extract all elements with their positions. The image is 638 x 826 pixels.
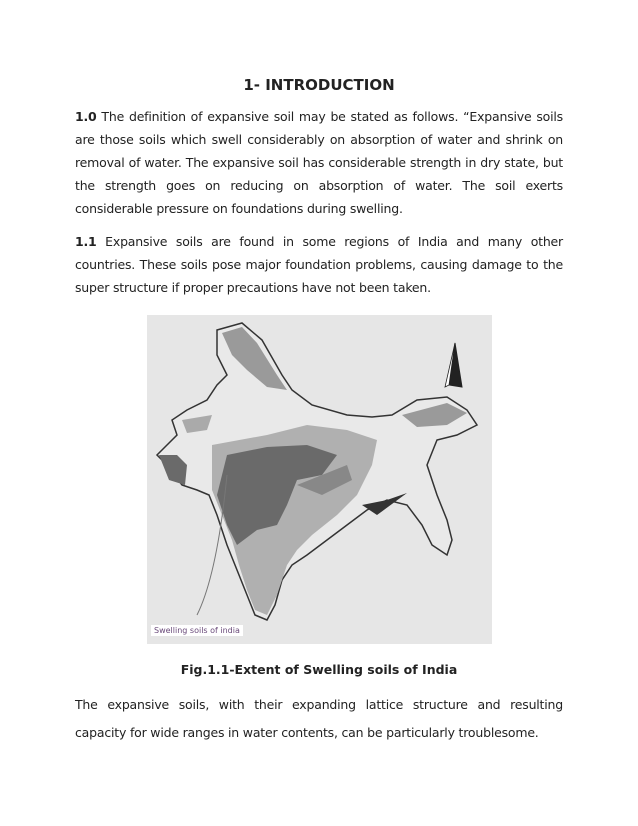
paragraph-number: 1.0 [75,109,97,124]
section-title: 1- INTRODUCTION [243,76,395,94]
paragraph-text: The expansive soils, with their expanding lattice structure and resulting capacity for wide ranges in water contents, can be particularly troublesome. [75,697,563,740]
paragraph-3 [75,691,563,747]
paragraph-1-1 [75,230,563,299]
paragraph-1-0 [75,105,563,220]
page-content [75,74,563,747]
india-map-drawing [147,315,492,644]
paragraph-text: The definition of expansive soil may be stated as follows. “Expansive soils are those soils which swell considerably on absorption of water and shrink on removal of water. The expansive soil has considerable strength in dry state, but the strength goes on reducing on absorption of water. The soil exerts considerable pressure on foundations during swelling. [75,109,563,216]
paragraph-number: 1.1 [75,234,97,249]
paragraph-text: Expansive soils are found in some regions of India and many other countries. These soils pose major foundation problems, causing damage to the super structure if proper precautions have not been taken. [75,234,563,295]
figure-caption: Fig.1.1-Extent of Swelling soils of India [180,662,458,677]
map-label: Swelling soils of india [151,625,243,636]
india-swelling-soils-map [147,315,492,644]
